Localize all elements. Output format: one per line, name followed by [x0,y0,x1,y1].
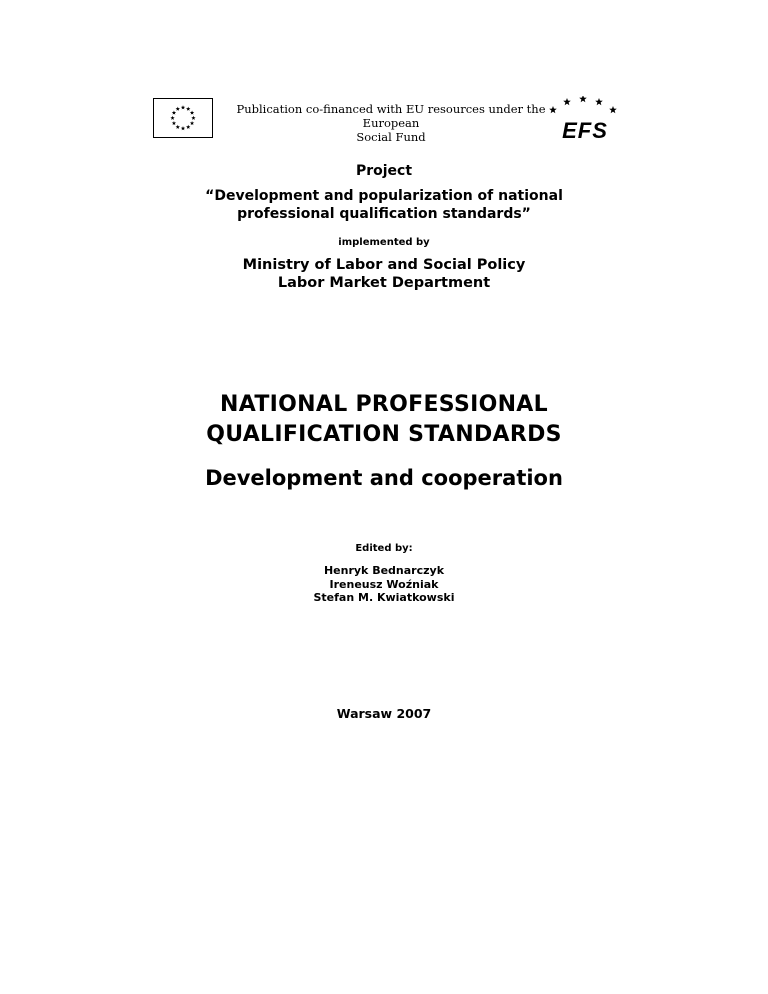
eu-star-icon [176,125,180,129]
book-title-line-2: QUALIFICATION STANDARDS [206,422,562,447]
ministry-line-2: Labor Market Department [277,275,491,291]
eu-star-icon [170,116,174,120]
header-band [153,96,619,144]
ministry-line-1: Ministry of Labor and Social Policy [242,257,526,273]
eu-star-icon [181,126,185,130]
editor-name: Ireneusz Woźniak [329,577,439,591]
book-title-line-1: NATIONAL PROFESSIONAL [220,392,548,417]
eu-star-icon [186,125,190,129]
cofinance-line-2: Social Fund [356,130,426,144]
editor-name: Stefan M. Kwiatkowski [313,591,455,604]
project-title [0,187,768,223]
efs-star-icon [609,106,617,113]
efs-star-icon [579,96,587,102]
ministry-block [0,256,768,292]
efs-stars-icon [549,96,617,113]
editors-list [0,564,768,605]
implemented-by-label: implemented by [338,237,430,248]
eu-flag-icon [153,98,213,138]
efs-star-icon [595,98,603,105]
eu-star-icon [172,121,176,125]
eu-star-icon [191,116,195,120]
project-title-line-1: “Development and popularization of national [205,188,563,204]
book-subtitle: Development and cooperation [205,466,563,490]
efs-star-icon [563,98,571,105]
book-title [0,390,768,450]
project-label: Project [355,163,413,179]
eu-star-icon [176,107,180,111]
place-year: Warsaw 2007 [336,706,432,721]
eu-star-icon [172,110,176,114]
cofinance-note [235,102,547,144]
edited-by-label: Edited by: [355,543,413,554]
eu-star-icon [181,105,185,109]
project-title-line-2: professional qualification standards” [237,206,531,222]
eu-star-icon [190,110,194,114]
eu-star-icon [186,107,190,111]
efs-star-icon [549,106,557,113]
editor-name: Henryk Bednarczyk [323,564,445,577]
efs-logo [547,96,619,142]
efs-logo-text: EFS [562,118,608,142]
cofinance-line-1: Publication co-financed with EU resources under the European [236,102,546,130]
eu-star-icon [190,121,194,125]
